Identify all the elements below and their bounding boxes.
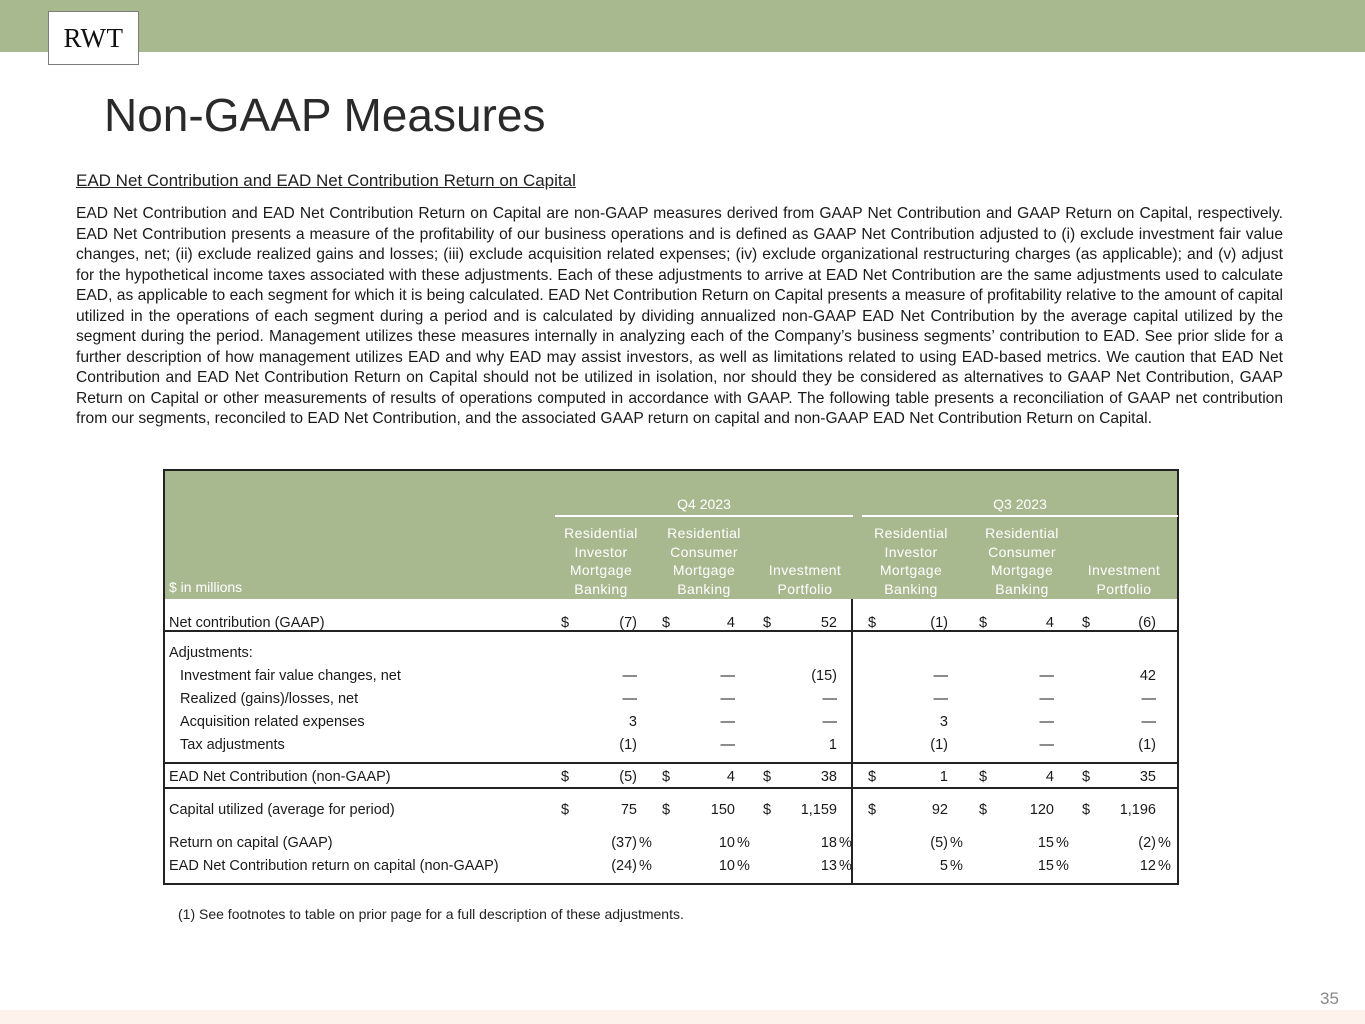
description-paragraph: EAD Net Contribution and EAD Net Contribution Return on Capital are non-GAAP measures derived from GAAP Net Contribution and GAAP Return on Capital, respectively. EAD Net Contribution presents a measure of the profitability of our business operations and is defined as GAAP Net Contribution adjusted to (i) exclude investment fair value changes, net; (ii) exclude realized gains and losses; (iii) exclude acquisition related expenses; (iv) exclude organizational restructuring charges (as applicable); and (v) adjust for the hypothetical income taxes associated with these adjustments. Each of these adjustments to arrive at EAD Net Contribution are the same adjustments used to calculate EAD, as applicable to each segment for which it is being calculated. EAD Net Contribution Return on Capital presents a measure of profitability relative to the amount of capital utilized in the operations of each segment during a period and is calculated by dividing annualized non-GAAP EAD Net Contribution by the average capital utilized by the segment during the period. Management utilizes these measures internally in analyzing each of the Company’s business segments’ contribution to EAD. See prior slide for a further description of how management utilizes EAD and why EAD may assist investors, as well as limitations related to using EAD-based metrics. We caution that EAD Net Contribution and EAD Net Contribution Return on Capital should not be utilized in isolation, nor should they be considered as alternatives to GAAP Net Contribution, GAAP Return on Capital or other measurements of results of operations computed in accordance with GAAP. The following table presents a reconciliation of GAAP net contribution from our segments, reconciled to EAD Net Contribution, and the associated GAAP return on capital and non-GAAP EAD Net Contribution Return on Capital. xyxy=(76,205,1283,427)
period-underline xyxy=(862,515,1178,517)
cell-value: (1) xyxy=(930,737,948,753)
row-rule xyxy=(165,762,1177,764)
currency-symbol: $ xyxy=(662,802,671,818)
cell-value: (1) xyxy=(619,737,637,753)
column-header xyxy=(856,524,966,598)
cell-value: 1 xyxy=(939,769,948,785)
row-label: Return on capital (GAAP) xyxy=(169,835,333,851)
row-label: Investment fair value changes, net xyxy=(180,668,401,684)
percent-sign: % xyxy=(950,835,963,851)
cell-value: (5) xyxy=(619,769,637,785)
cell-value: 4 xyxy=(1045,769,1054,785)
row-label: Net contribution (GAAP) xyxy=(169,615,325,631)
cell-value: 35 xyxy=(1139,769,1156,785)
cell-value: 3 xyxy=(939,714,948,730)
column-header-line: Residential xyxy=(564,525,638,541)
period-q4-2023: Q4 2023 xyxy=(677,496,731,512)
cell-value: — xyxy=(1039,668,1054,684)
table-row xyxy=(165,855,1177,878)
percent-sign: % xyxy=(950,858,963,874)
cell-value: 4 xyxy=(726,769,735,785)
cell-value: (15) xyxy=(811,668,837,684)
currency-symbol: $ xyxy=(1082,802,1091,818)
column-header-line: Residential xyxy=(667,525,741,541)
period-underline xyxy=(555,515,853,517)
cell-value: — xyxy=(720,691,735,707)
cell-value: 75 xyxy=(620,802,637,818)
percent-sign: % xyxy=(737,835,750,851)
table-row xyxy=(165,642,1177,665)
cell-value: — xyxy=(720,714,735,730)
cell-value: (7) xyxy=(619,615,637,631)
column-header xyxy=(750,561,860,598)
footer-bar xyxy=(0,1010,1365,1024)
company-logo: RWT xyxy=(48,11,139,65)
cell-value: (1) xyxy=(930,615,948,631)
cell-value: — xyxy=(622,691,637,707)
percent-sign: % xyxy=(639,858,652,874)
page-title: Non-GAAP Measures xyxy=(104,89,546,141)
cell-value: 15 xyxy=(1037,835,1054,851)
percent-sign: % xyxy=(737,858,750,874)
cell-value: 4 xyxy=(1045,615,1054,631)
cell-value: 10 xyxy=(718,835,735,851)
column-header-line: Consumer xyxy=(988,543,1056,560)
cell-value: — xyxy=(720,737,735,753)
currency-symbol: $ xyxy=(868,615,877,631)
currency-symbol: $ xyxy=(763,802,772,818)
percent-sign: % xyxy=(1056,835,1069,851)
table-header xyxy=(165,471,1177,599)
currency-symbol: $ xyxy=(662,769,671,785)
currency-symbol: $ xyxy=(662,615,671,631)
column-header-line: Mortgage xyxy=(879,562,943,578)
cell-value: — xyxy=(1141,714,1156,730)
column-header-line: Investor xyxy=(884,543,938,560)
table-row xyxy=(165,734,1177,757)
currency-symbol: $ xyxy=(763,769,772,785)
column-header-line: Investment xyxy=(1087,562,1161,578)
table-row xyxy=(165,711,1177,734)
column-header-line: Mortgage xyxy=(569,562,633,578)
table-row xyxy=(165,688,1177,711)
percent-sign: % xyxy=(1056,858,1069,874)
percent-sign: % xyxy=(1158,858,1171,874)
cell-value: (2) xyxy=(1138,835,1156,851)
column-header-line: Consumer xyxy=(670,543,738,560)
cell-value: (1) xyxy=(1138,737,1156,753)
row-label: Capital utilized (average for period) xyxy=(169,802,395,818)
cell-value: — xyxy=(1141,691,1156,707)
row-label: Adjustments: xyxy=(169,645,253,661)
table-row xyxy=(165,612,1177,635)
currency-symbol: $ xyxy=(868,769,877,785)
cell-value: 1,196 xyxy=(1119,802,1156,818)
currency-symbol: $ xyxy=(763,615,772,631)
percent-sign: % xyxy=(639,835,652,851)
page-number: 35 xyxy=(1320,989,1339,1008)
currency-symbol: $ xyxy=(561,615,570,631)
column-header-line: Mortgage xyxy=(672,562,736,578)
cell-value: 13 xyxy=(820,858,837,874)
unit-label: $ in millions xyxy=(169,579,243,595)
column-header-line: Banking xyxy=(677,580,731,597)
cell-value: 120 xyxy=(1029,802,1054,818)
cell-value: (5) xyxy=(930,835,948,851)
cell-value: — xyxy=(822,714,837,730)
column-header-line: Mortgage xyxy=(990,562,1054,578)
currency-symbol: $ xyxy=(1082,615,1091,631)
currency-symbol: $ xyxy=(1082,769,1091,785)
currency-symbol: $ xyxy=(979,802,988,818)
cell-value: (6) xyxy=(1138,615,1156,631)
cell-value: 92 xyxy=(931,802,948,818)
percent-sign: % xyxy=(1158,835,1171,851)
column-header xyxy=(1069,561,1179,598)
cell-value: 42 xyxy=(1139,668,1156,684)
cell-value: — xyxy=(1039,714,1054,730)
period-q3-2023: Q3 2023 xyxy=(993,496,1047,512)
percent-sign: % xyxy=(839,835,852,851)
table-row xyxy=(165,832,1177,855)
column-header-line: Portfolio xyxy=(1096,580,1152,597)
cell-value: 150 xyxy=(710,802,735,818)
cell-value: — xyxy=(1039,737,1054,753)
cell-value: — xyxy=(622,668,637,684)
column-header xyxy=(546,524,656,598)
column-header-line: Residential xyxy=(985,525,1059,541)
currency-symbol: $ xyxy=(868,802,877,818)
row-label: Acquisition related expenses xyxy=(180,714,365,730)
cell-value: 1,159 xyxy=(800,802,837,818)
currency-symbol: $ xyxy=(561,769,570,785)
row-label: Tax adjustments xyxy=(180,737,285,753)
column-header-line: Banking xyxy=(884,580,938,597)
cell-value: 52 xyxy=(820,615,837,631)
cell-value: 3 xyxy=(628,714,637,730)
currency-symbol: $ xyxy=(979,615,988,631)
cell-value: 10 xyxy=(718,858,735,874)
cell-value: 38 xyxy=(820,769,837,785)
row-label: Realized (gains)/losses, net xyxy=(180,691,359,707)
cell-value: 15 xyxy=(1037,858,1054,874)
cell-value: 5 xyxy=(939,858,948,874)
reconciliation-table xyxy=(163,469,1179,885)
column-header xyxy=(649,524,759,598)
cell-value: (24) xyxy=(611,858,637,874)
cell-value: 18 xyxy=(820,835,837,851)
table-row xyxy=(165,665,1177,688)
column-header-line: Investment xyxy=(768,562,842,578)
row-label: EAD Net Contribution return on capital (non-GAAP) xyxy=(169,858,499,874)
footnote: (1) See footnotes to table on prior page for a full description of these adjustments. xyxy=(178,906,684,922)
column-header xyxy=(967,524,1077,598)
column-header-line: Investor xyxy=(574,543,628,560)
cell-value: — xyxy=(1039,691,1054,707)
cell-value: 12 xyxy=(1139,858,1156,874)
percent-sign: % xyxy=(839,858,852,874)
table-row xyxy=(165,799,1177,822)
column-header-line: Residential xyxy=(874,525,948,541)
cell-value: — xyxy=(720,668,735,684)
cell-value: 4 xyxy=(726,615,735,631)
column-header-line: Banking xyxy=(574,580,628,597)
cell-value: — xyxy=(822,691,837,707)
cell-value: — xyxy=(933,691,948,707)
row-label: EAD Net Contribution (non-GAAP) xyxy=(169,769,391,785)
cell-value: 1 xyxy=(828,737,837,753)
cell-value: (37) xyxy=(611,835,637,851)
column-header-line: Banking xyxy=(995,580,1049,597)
cell-value: — xyxy=(933,668,948,684)
currency-symbol: $ xyxy=(561,802,570,818)
header-bar xyxy=(0,0,1365,52)
column-header-line: Portfolio xyxy=(777,580,833,597)
section-subheading: EAD Net Contribution and EAD Net Contribution Return on Capital xyxy=(76,171,576,190)
currency-symbol: $ xyxy=(979,769,988,785)
table-row xyxy=(165,766,1177,789)
